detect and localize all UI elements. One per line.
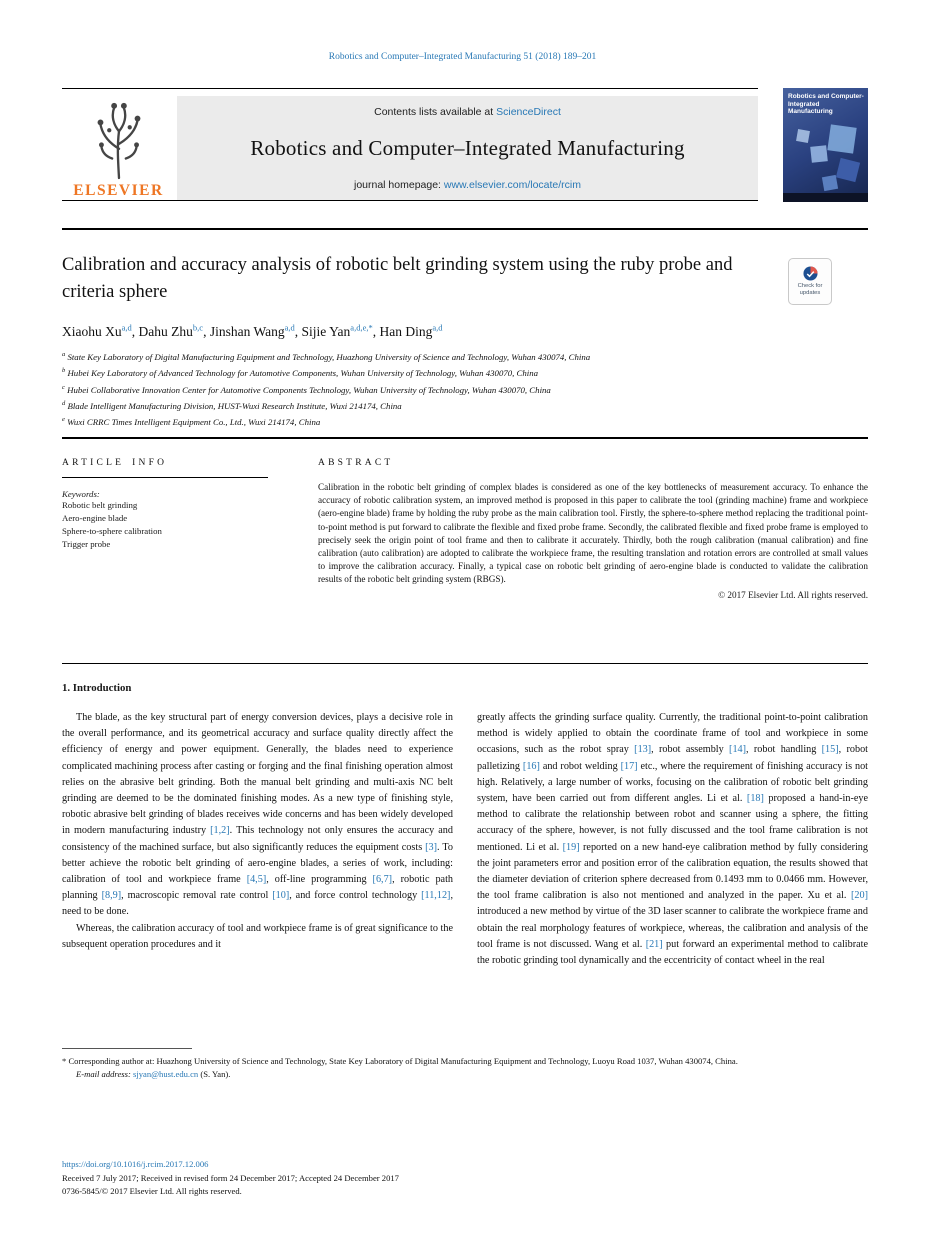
contents-line xyxy=(374,106,561,118)
abstract-copyright: © 2017 Elsevier Ltd. All rights reserved. xyxy=(718,589,868,600)
check-badge-text: Check for updates xyxy=(797,283,823,296)
check-for-updates-badge[interactable] xyxy=(788,258,832,305)
author-name: Xiaohu Xu xyxy=(62,323,122,339)
elsevier-wordmark: ELSEVIER xyxy=(73,182,164,199)
citation-link[interactable]: [14] xyxy=(729,744,747,756)
author xyxy=(379,324,442,339)
citation-link[interactable]: [16] xyxy=(522,760,540,772)
journal-reference-line: Robotics and Computer–Integrated Manufacturing 51 (2018) 189–201 xyxy=(328,52,597,62)
elsevier-logo xyxy=(62,94,175,200)
cover-decor-square xyxy=(796,129,810,143)
author-name: Sijie Yan xyxy=(301,323,351,339)
author-affil-sup: a,d xyxy=(121,322,132,332)
author-separator: , xyxy=(294,323,302,339)
doi-link[interactable]: https://doi.org/10.1016/j.rcim.2017.12.006 xyxy=(62,1159,209,1169)
citation-link[interactable]: [10] xyxy=(272,890,290,902)
author-separator: , xyxy=(131,323,139,339)
citation-link[interactable]: [8,9] xyxy=(101,890,122,902)
sciencedirect-link[interactable]: ScienceDirect xyxy=(496,106,561,118)
author-separator: , xyxy=(372,323,380,339)
homepage-label: journal homepage: xyxy=(353,179,441,191)
affiliation-list xyxy=(62,348,868,430)
abstract-text: Calibration in the robotic belt grinding of complex blades is considered as one of the key bottlenecks of measurement accuracy. To enhance the accuracy of robotic calibration system, an improved method is proposed in this paper to calibrate the tool (grinding machine) frame and workpiece (aero-engine blade) frame by holding the ruby probe as the main calibration tool. Firstly, the sphere-to-sphere method replacing the traditional point-to-point method is put forward to calibrate the flexible and fixed probe frame. Secondly, the calibrated flexible and fixed probe frame is employed to precisely seek the origin point of tool frame and then to calibrate it accurately. Thirdly, both the rough calibration (manual calibration) and fine calibration (auto calibration) are adopted to calibrate the workpiece frame, the resulting translation and rotation errors are controlled at small values to improve the calibration accuracy. Finally, a typical case on robotic belt grinding of aero-engine blade is conducted to validate the calibration results of the robotic belt grinding system (RBGS). xyxy=(318,482,868,585)
author xyxy=(139,324,210,339)
cover-decor-square xyxy=(827,124,856,153)
article-footer xyxy=(62,1158,868,1199)
header-top-rule xyxy=(62,88,758,89)
info-top-rule xyxy=(62,437,868,439)
section-heading-introduction: 1. Introduction xyxy=(62,682,132,694)
received-dates: Received 7 July 2017; Received in revised form 24 December 2017; Accepted 24 December 2017 xyxy=(62,1172,399,1183)
author-name: Han Ding xyxy=(379,323,433,339)
article-info-rule xyxy=(62,477,268,478)
citation-link[interactable]: [19] xyxy=(562,841,580,853)
journal-cover-thumbnail[interactable] xyxy=(783,88,868,202)
body-paragraph: Whereas, the calibration accuracy of tool and workpiece frame is of great significance to the subsequent operation procedures and it xyxy=(62,922,453,950)
corresponding-author-note: * Corresponding author at: Huazhong University of Science and Technology, State Key Laboratory of Digital Manufacturing Equipment and Technology, Luoyu Road 1037, Wuhan 430074, China. xyxy=(62,1056,738,1066)
author-name: Jinshan Wang xyxy=(209,323,285,339)
crossmark-icon xyxy=(803,266,818,281)
article-title: Calibration and accuracy analysis of robotic belt grinding system using the ruby probe and criteria sphere xyxy=(62,255,733,302)
author-affil-sup: a,d xyxy=(432,322,443,332)
email-label: E-mail address: xyxy=(76,1069,131,1079)
header-bottom-rule xyxy=(62,200,758,201)
author xyxy=(62,324,139,339)
journal-title: Robotics and Computer–Integrated Manufacturing xyxy=(250,136,685,160)
keyword-item: Sphere-to-sphere calibration xyxy=(62,526,162,536)
cover-bottom-band xyxy=(783,193,868,202)
cover-title: Robotics and Computer-Integrated Manufacturing xyxy=(788,93,864,115)
email-line xyxy=(62,1068,868,1081)
citation-link[interactable]: [3] xyxy=(425,841,438,853)
citation-link[interactable]: [17] xyxy=(620,760,638,772)
keywords-label: Keywords: xyxy=(62,489,100,499)
citation-link[interactable]: [6,7] xyxy=(372,874,393,886)
cover-decor-square xyxy=(810,145,828,163)
affiliation: $^e$ Wuxi CRRC Times Intelligent Equipment Co., Ltd., Wuxi 214174, China xyxy=(62,416,321,428)
affiliation: $^c$ Hubei Collaborative Innovation Center for Automotive Components Technology, Wuhan University of Technology, Wuhan 430070, China xyxy=(62,383,551,395)
affiliation: $^a$ State Key Laboratory of Digital Manufacturing Equipment and Technology, Huazhong University of Science and Technology, Wuhan 430074, China xyxy=(62,351,591,362)
citation-link[interactable]: [4,5] xyxy=(246,874,267,886)
citation-link[interactable]: [21] xyxy=(645,938,663,950)
citation-link[interactable]: [15] xyxy=(821,744,839,756)
author-separator: , xyxy=(203,323,210,339)
affiliation: $^d$ Blade Intelligent Manufacturing Division, HUST-Wuxi Research Institute, Wuxi 214174, China xyxy=(62,399,402,411)
rights-line: 0736-5845/© 2017 Elsevier Ltd. All rights reserved. xyxy=(62,1186,242,1196)
abstract-bottom-rule xyxy=(62,663,868,664)
body-column-right xyxy=(477,710,868,969)
email-suffix: (S. Yan). xyxy=(200,1069,231,1079)
author-list xyxy=(62,322,822,340)
affiliation: $^b$ Hubei Key Laboratory of Advanced Technology for Automotive Components, Wuhan University of Technology, Wuhan 430070, China xyxy=(62,367,539,379)
citation-link[interactable]: [13] xyxy=(634,744,652,756)
author-affil-sup: a,d xyxy=(284,322,295,332)
author-name: Dahu Zhu xyxy=(138,323,193,339)
cover-decor-square xyxy=(836,158,860,182)
homepage-line xyxy=(354,179,581,191)
footnote-rule xyxy=(62,1048,192,1049)
article-info-section xyxy=(62,458,268,551)
author xyxy=(210,324,302,339)
citation-link[interactable]: [1,2] xyxy=(210,825,230,837)
footnote-block xyxy=(62,1055,868,1081)
title-top-rule xyxy=(62,228,868,230)
abstract-section xyxy=(318,458,868,600)
keyword-item: Robotic belt grinding xyxy=(62,500,138,510)
author-affil-sup: b,c xyxy=(192,322,204,332)
journal-masthead xyxy=(177,96,758,200)
citation-link[interactable]: [11,12] xyxy=(421,890,451,902)
author-affil-sup: a,d,e,* xyxy=(350,322,373,332)
contents-label: Contents lists available at xyxy=(374,106,494,118)
cover-decor-square xyxy=(822,175,838,191)
body-column-left xyxy=(62,710,453,953)
body-paragraph: The blade, as the key structural part of energy conversion devices, plays a decisive role in the overall performance, and its geometrical accuracy and surface quality directly affect the efficiency of energy and power equipment. Generally, the blades need to experience complicated machining process after casting or forging and the final finishing operation almost relies on the abrasive belt grinding. Both the manual belt grinding and multi-axis NC belt grinding are deemed to be the dominated finishing modes. As a new type of finishing style, robotic abrasive belt grinding of blades receives wide concerns and has been widely developed in modern manufacturing industry [1,2]. This technology not only ensures the accuracy and consistency of the machined surface, but also significantly reduces the equipment costs [3]. To better achieve the robotic belt grinding of aero-engine blades, a series of work, including: calibration of tool and workpiece frame [4,5], off-line programming [6,7], robotic path planning [8,9], macroscopic removal rate control [10], and force control technology [11,12], need to be done. xyxy=(62,712,454,918)
elsevier-tree-icon xyxy=(80,98,158,180)
homepage-link[interactable]: www.elsevier.com/locate/rcim xyxy=(443,179,582,191)
body-paragraph: greatly affects the grinding surface quality. Currently, the traditional point-to-point calibration method is widely applied to obtain the coordinate frame of tool and workpiece in some occasions, such as the robot spray [13], robot assembly [14], robot handling [15], robot palletizing [16] and robot welding [17] etc., where the requirement of finishing accuracy is not high. Relatively, a large number of works, focusing on the calibration of robotic belt grinding system, have been carried out from different angles. Li et al. [18] proposed a hand-in-eye method to calibrate the relationship between robot and scanner using a sphere, the fitting accuracy of the sphere, however, is not fully discussed and the tool frame calibration is not mentioned. Li et al. [19] reported on a new hand-eye calibration method by fully considering the joint parameters error and position error of the calibration equation, the results showed that the diameter deviation of criterion sphere decreased from 0.1493 mm to 0.0466 mm. However, the tool frame calibration is also not mentioned and analyzed in the paper. Xu et al. [20] introduced a new method by virtue of the 3D laser scanner to calibrate the workpiece frame and obtain the real morphology features of workpiece, whereas, the calibration and analysis of the tool frame is not discussed. Wang et al. [21] put forward an experimental method to calibrate the robotic grinding tool dynamically and the eccentricity of contact wheel in the real xyxy=(477,712,869,967)
article-info-heading: ARTICLE INFO xyxy=(62,458,168,468)
citation-link[interactable]: [20] xyxy=(851,890,868,902)
abstract-heading: ABSTRACT xyxy=(318,458,394,468)
keyword-item: Aero-engine blade xyxy=(62,513,128,523)
keyword-item: Trigger probe xyxy=(62,539,111,549)
email-link[interactable]: sjyan@hust.edu.cn xyxy=(132,1069,199,1079)
citation-link[interactable]: [18] xyxy=(746,793,764,805)
author xyxy=(302,324,380,339)
